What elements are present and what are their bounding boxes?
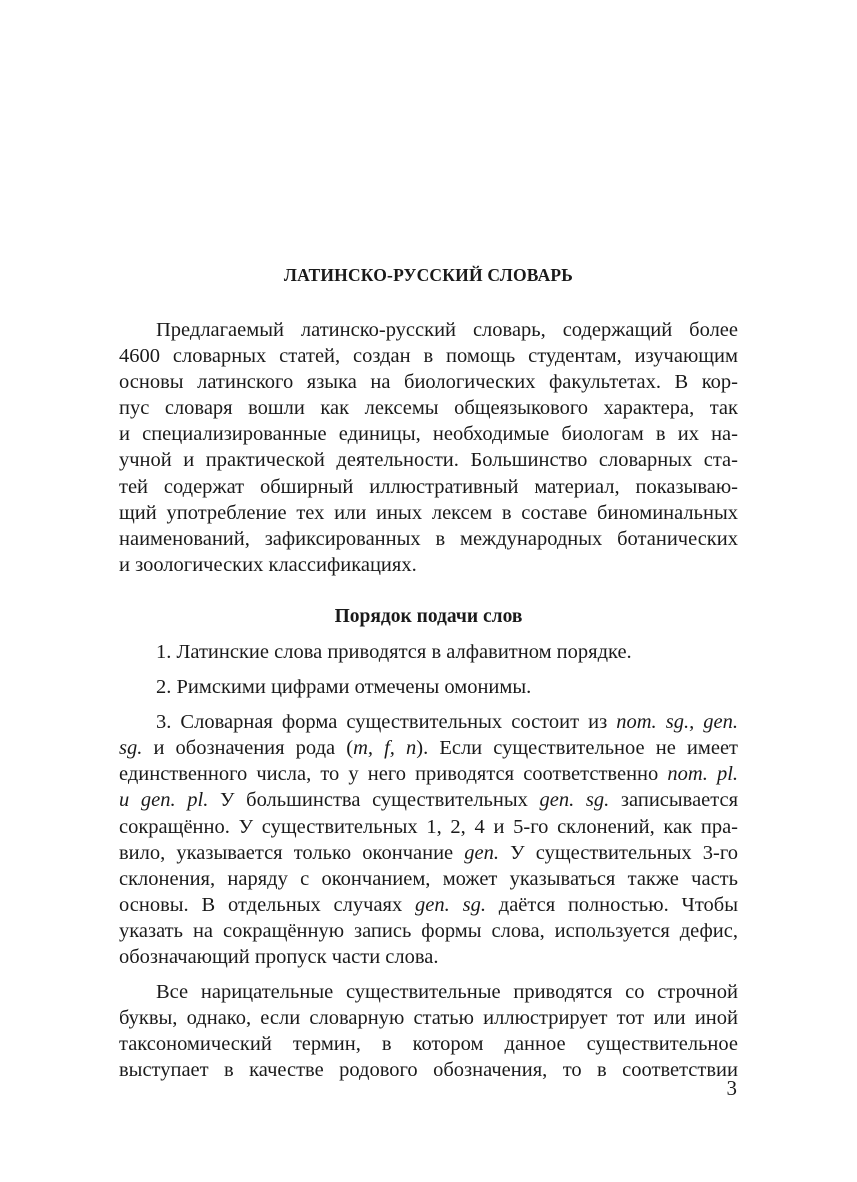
item3-line	[119, 761, 738, 787]
italic-term: gen. sg.	[415, 893, 486, 916]
text-run: основы. В отдельных случаях	[119, 893, 416, 916]
last-para-line: Все нарицательные существительные приводятся со строчной	[156, 981, 738, 1004]
last-para-line: буквы, однако, если словарную статью иллюстрирует тот или иной	[119, 1007, 738, 1030]
intro-line: Предлагаемый латинско-русский словарь, содержащий более	[156, 319, 738, 341]
item3-line	[119, 840, 738, 866]
item3-line: склонения, наряду с окончанием, может указываться также часть	[119, 867, 738, 890]
item3-line	[119, 787, 738, 813]
text-run: У существительных 3-го	[499, 841, 738, 864]
text-run: записывается	[609, 789, 739, 812]
text-run: ). Если существительное не имеет	[416, 737, 738, 760]
section-title: Порядок подачи слов	[334, 605, 523, 627]
text-run: единственного числа, то у него приводятся соответственно	[119, 763, 668, 786]
italic-term: gen. sg.	[539, 789, 610, 812]
item3-line	[119, 709, 738, 735]
intro-paragraph	[119, 317, 738, 578]
last-paragraph	[119, 979, 738, 1083]
intro-line: щий употребление тех или иных лексем в составе биноминальных	[119, 501, 738, 524]
item3-line	[119, 735, 738, 761]
italic-term: и gen. pl.	[119, 789, 209, 812]
dictionary-title: ЛАТИНСКО-РУССКИЙ СЛОВАРЬ	[283, 265, 574, 285]
item3-line: сокращённо. У существительных 1, 2, 4 и 5-го склонений, как пра-	[119, 815, 738, 838]
italic-term: nom. pl.	[667, 763, 739, 786]
intro-line: основы латинского языка на биологических факультетах. В кор-	[119, 371, 738, 394]
item3-line: обозначающий пропуск части слова.	[119, 945, 439, 968]
text-run: даётся полностью. Чтобы	[485, 893, 738, 916]
italic-term: sg.	[119, 737, 143, 760]
intro-line: наименований, зафиксированных в международных ботанических	[119, 527, 738, 550]
last-para-line: таксономический термин, в котором данное существительное	[119, 1033, 738, 1056]
list-item-1	[119, 639, 738, 665]
intro-line: и зоологических классификациях.	[119, 553, 417, 576]
list-item-text: 2. Римскими цифрами отмечены омонимы.	[156, 676, 532, 699]
list-item-3	[119, 709, 738, 970]
italic-term: m, f, n	[353, 737, 417, 760]
item3-line	[119, 892, 738, 918]
list-item-2	[119, 674, 738, 700]
italic-term: nom. sg., gen.	[616, 711, 738, 734]
intro-line: 4600 словарных статей, создан в помощь студентам, изучающим	[119, 345, 738, 368]
text-run: 3. Словарная форма существительных состоит из	[156, 711, 617, 734]
text-run: и обозначения рода (	[142, 737, 354, 760]
page-number: 3	[726, 1076, 737, 1100]
italic-term: gen.	[464, 841, 500, 864]
last-para-line: выступает в качестве родового обозначения, то в соответствии	[119, 1059, 738, 1082]
intro-line: тей содержат обширный иллюстративный материал, показываю-	[119, 475, 738, 498]
intro-line: учной и практической деятельности. Большинство словарных ста-	[119, 449, 738, 472]
text-run: вило, указывается только окончание	[119, 841, 465, 864]
list-item-text: 1. Латинские слова приводятся в алфавитном порядке.	[156, 640, 632, 663]
intro-line: и специализированные единицы, необходимые биологам в их на-	[119, 423, 738, 446]
document-page	[119, 262, 738, 1083]
item3-line: указать на сокращённую запись формы слова, используется дефис,	[119, 919, 738, 942]
intro-line: пус словаря вошли как лексемы общеязыкового характера, так	[119, 397, 738, 420]
text-run: У большинства существительных	[208, 789, 540, 812]
